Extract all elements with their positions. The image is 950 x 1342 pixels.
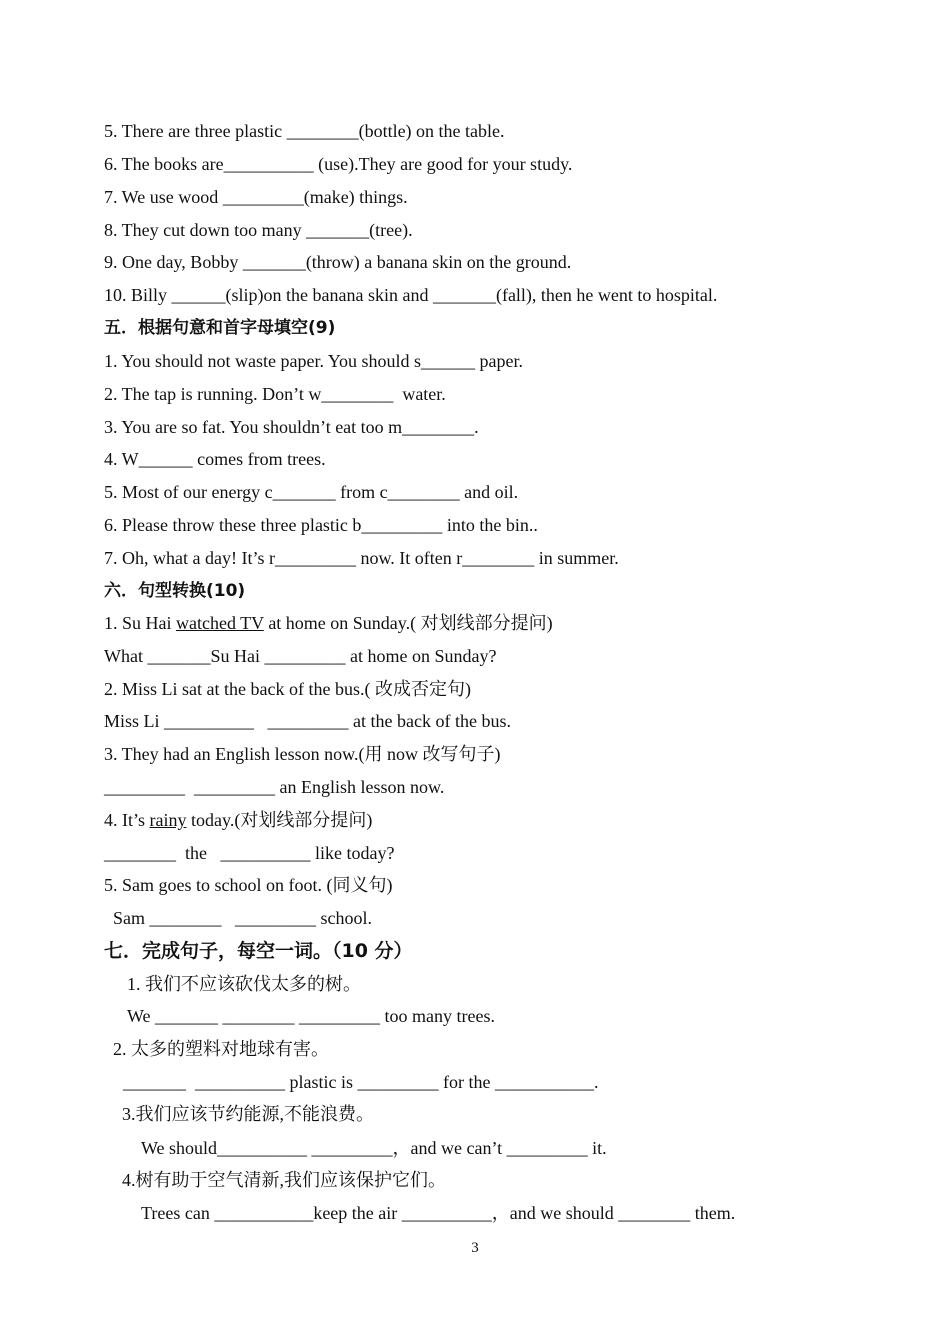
section7-question-2: 2. 太多的塑料对地球有害。 — [113, 1039, 329, 1059]
section6-question-2: 2. Miss Li sat at the back of the bus.( 改成否定句) — [104, 679, 471, 699]
section4-item-8: 8. They cut down too many _______(tree). — [104, 220, 413, 240]
q1-text-after: at home on Sunday.( 对划线部分提问) — [263, 613, 553, 633]
section7-question-3: 3.我们应该节约能源,不能浪费。 — [122, 1104, 374, 1124]
section6-answer-2: Miss Li __________ _________ at the back of the bus. — [104, 711, 511, 731]
section7-answer-2: _______ __________ plastic is _________ for the ___________. — [123, 1072, 599, 1092]
section6-answer-4: ________ the __________ like today? — [104, 843, 395, 863]
section6-question-4 — [104, 809, 372, 831]
section7-question-4: 4.树有助于空气清新,我们应该保护它们。 — [122, 1170, 446, 1190]
section5-item-2: 2. The tap is running. Don’t w________ water. — [104, 384, 446, 404]
section5-item-3: 3. You are so fat. You shouldn’t eat too m________. — [104, 417, 479, 437]
section6-answer-3: _________ _________ an English lesson now. — [104, 777, 445, 797]
q4-text-before: 4. It’s — [104, 810, 150, 830]
section6-answer-5: Sam ________ _________ school. — [113, 908, 372, 928]
section7-answer-3: We should__________ _________，and we can’t _________ it. — [141, 1138, 607, 1158]
section4-item-10: 10. Billy ______(slip)on the banana skin and _______(fall), then he went to hospital. — [104, 285, 718, 305]
section7-question-1: 1. 我们不应该砍伐太多的树。 — [127, 974, 361, 994]
section7-heading: 七．完成句子，每空一词。（10 分） — [104, 940, 413, 962]
q1-text-before: 1. Su Hai — [104, 613, 176, 633]
section7-answer-4: Trees can ___________keep the air __________，and we should ________ them. — [141, 1203, 736, 1223]
section5-item-4: 4. W______ comes from trees. — [104, 449, 326, 469]
q1-underlined-text: watched TV — [176, 613, 264, 633]
q4-text-after: today.(对划线部分提问) — [186, 810, 373, 830]
section4-item-5: 5. There are three plastic ________(bottle) on the table. — [104, 121, 505, 141]
q4-underlined-text: rainy — [149, 810, 187, 830]
section6-question-5: 5. Sam goes to school on foot. (同义句) — [104, 875, 393, 895]
section6-heading: 六．句型转换(10) — [104, 581, 246, 601]
section6-question-3: 3. They had an English lesson now.(用 now 改写句子) — [104, 744, 501, 764]
section5-item-7: 7. Oh, what a day! It’s r_________ now. It often r________ in summer. — [104, 548, 619, 568]
section6-answer-1: What _______Su Hai _________ at home on Sunday? — [104, 646, 497, 666]
page-number: 3 — [471, 1240, 479, 1256]
section5-item-6: 6. Please throw these three plastic b_________ into the bin.. — [104, 515, 538, 535]
section4-item-9: 9. One day, Bobby _______(throw) a banana skin on the ground. — [104, 252, 572, 272]
section4-item-7: 7. We use wood _________(make) things. — [104, 187, 408, 207]
section5-heading: 五．根据句意和首字母填空(9) — [104, 318, 336, 338]
section5-item-1: 1. You should not waste paper. You should s______ paper. — [104, 351, 524, 371]
section6-question-1 — [104, 612, 553, 634]
section7-answer-1: We _______ ________ _________ too many trees. — [127, 1006, 496, 1026]
section5-item-5: 5. Most of our energy c_______ from c________ and oil. — [104, 482, 519, 502]
section4-item-6: 6. The books are__________ (use).They are good for your study. — [104, 154, 573, 174]
